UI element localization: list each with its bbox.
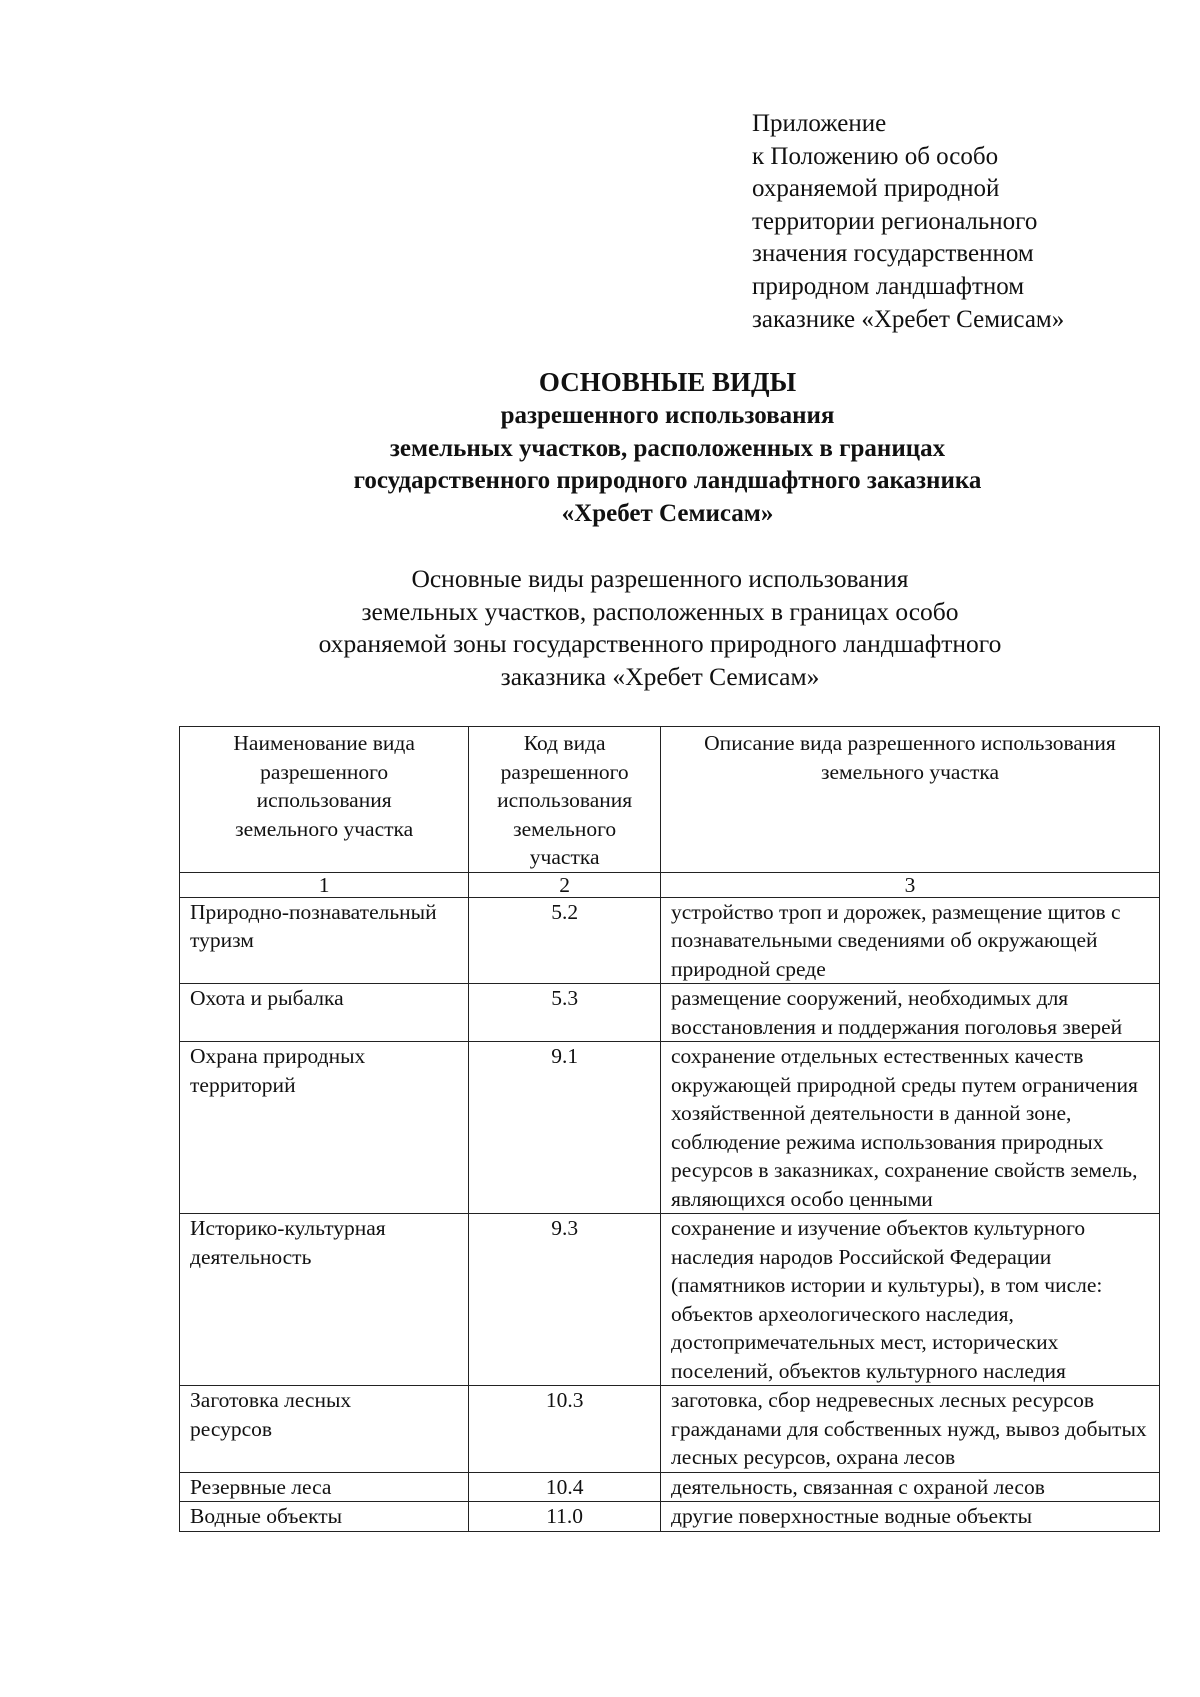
row-code-cell: 9.1 — [469, 1042, 661, 1214]
row-description-cell: устройство троп и дорожек, размещение щитов с познавательными сведениями об окружающей природной среде — [661, 897, 1160, 984]
row-name-cell: Резервные леса — [180, 1472, 469, 1502]
appendix-line: значения государственном — [752, 240, 1034, 268]
title-line: земельных участков, расположенных в границах — [389, 434, 946, 462]
appendix-line: природном ландшафтном — [752, 272, 1025, 300]
column-number-cell: 3 — [661, 872, 1160, 897]
table-row — [180, 1386, 1160, 1473]
document-subtitle — [0, 563, 1200, 693]
row-description-cell: другие поверхностные водные объекты — [661, 1502, 1160, 1532]
table-row — [180, 897, 1160, 984]
row-code-cell: 9.3 — [469, 1214, 661, 1386]
header-cell: Наименование вида разрешенного использования земельного участка — [180, 727, 469, 873]
land-use-table — [179, 726, 1160, 1532]
column-number-row — [180, 872, 1160, 897]
column-number-cell: 1 — [180, 872, 469, 897]
table-row — [180, 984, 1160, 1042]
row-description-cell: размещение сооружений, необходимых для восстановления и поддержания поголовья зверей — [661, 984, 1160, 1042]
row-code-cell: 10.3 — [469, 1386, 661, 1473]
row-code-cell: 10.4 — [469, 1472, 661, 1502]
table-row — [180, 1042, 1160, 1214]
appendix-line: охраняемой природной — [752, 175, 1000, 203]
header-cell: Описание вида разрешенного использования земельного участка — [661, 727, 1160, 873]
subtitle-line: заказника «Хребет Семисам» — [500, 661, 820, 691]
row-name-cell: Природно-познавательный туризм — [180, 897, 469, 984]
subtitle-line: охраняемой зоны государственного природного ландшафтного — [318, 629, 1002, 658]
appendix-header — [752, 108, 1064, 336]
title-line: разрешенного использования — [500, 402, 835, 429]
row-name-cell: Историко-культурная деятельность — [180, 1214, 469, 1386]
row-description-cell: деятельность, связанная с охраной лесов — [661, 1472, 1160, 1502]
header-cell: Код вида разрешенного использования земельного участка — [469, 727, 661, 873]
row-name-cell: Охота и рыбалка — [180, 984, 469, 1042]
appendix-line: к Положению об особо — [752, 142, 999, 170]
subtitle-line: земельных участков, расположенных в границах особо — [361, 596, 959, 626]
column-number-cell: 2 — [469, 872, 661, 897]
table-row — [180, 1214, 1160, 1386]
table-row — [180, 1502, 1160, 1532]
appendix-line: территории регионального — [752, 207, 1038, 235]
row-description-cell: заготовка, сбор недревесных лесных ресурсов гражданами для собственных нужд, вывоз добытых лесных ресурсов, охрана лесов — [661, 1386, 1160, 1473]
row-description-cell: сохранение и изучение объектов культурного наследия народов Российской Федерации (памятников истории и культуры), в том числе: объектов археологического наследия, достопримечательных мест, исторических поселений, объектов культурного наследия — [661, 1214, 1160, 1386]
table-row — [180, 1472, 1160, 1502]
row-name-cell: Заготовка лесных ресурсов — [180, 1386, 469, 1473]
document-title — [0, 364, 1200, 530]
appendix-line: Приложение — [752, 110, 887, 137]
title-line: «Хребет Семисам» — [561, 499, 774, 527]
subtitle-line: Основные виды разрешенного использования — [411, 564, 909, 593]
title-main: ОСНОВНЫЕ ВИДЫ — [538, 367, 797, 397]
title-line: государственного природного ландшафтного заказника — [353, 467, 982, 494]
row-name-cell: Водные объекты — [180, 1502, 469, 1532]
row-code-cell: 5.2 — [469, 897, 661, 984]
row-code-cell: 5.3 — [469, 984, 661, 1042]
row-description-cell: сохранение отдельных естественных качеств окружающей природной среды путем ограничения хозяйственной деятельности в данной зоне, соблюдение режима использования природных ресурсов в заказниках, сохранение свойств земель, являющихся особо ценными — [661, 1042, 1160, 1214]
row-name-cell: Охрана природных территорий — [180, 1042, 469, 1214]
appendix-line: заказнике «Хребет Семисам» — [752, 305, 1065, 333]
table-header-row — [180, 727, 1160, 873]
row-code-cell: 11.0 — [469, 1502, 661, 1532]
